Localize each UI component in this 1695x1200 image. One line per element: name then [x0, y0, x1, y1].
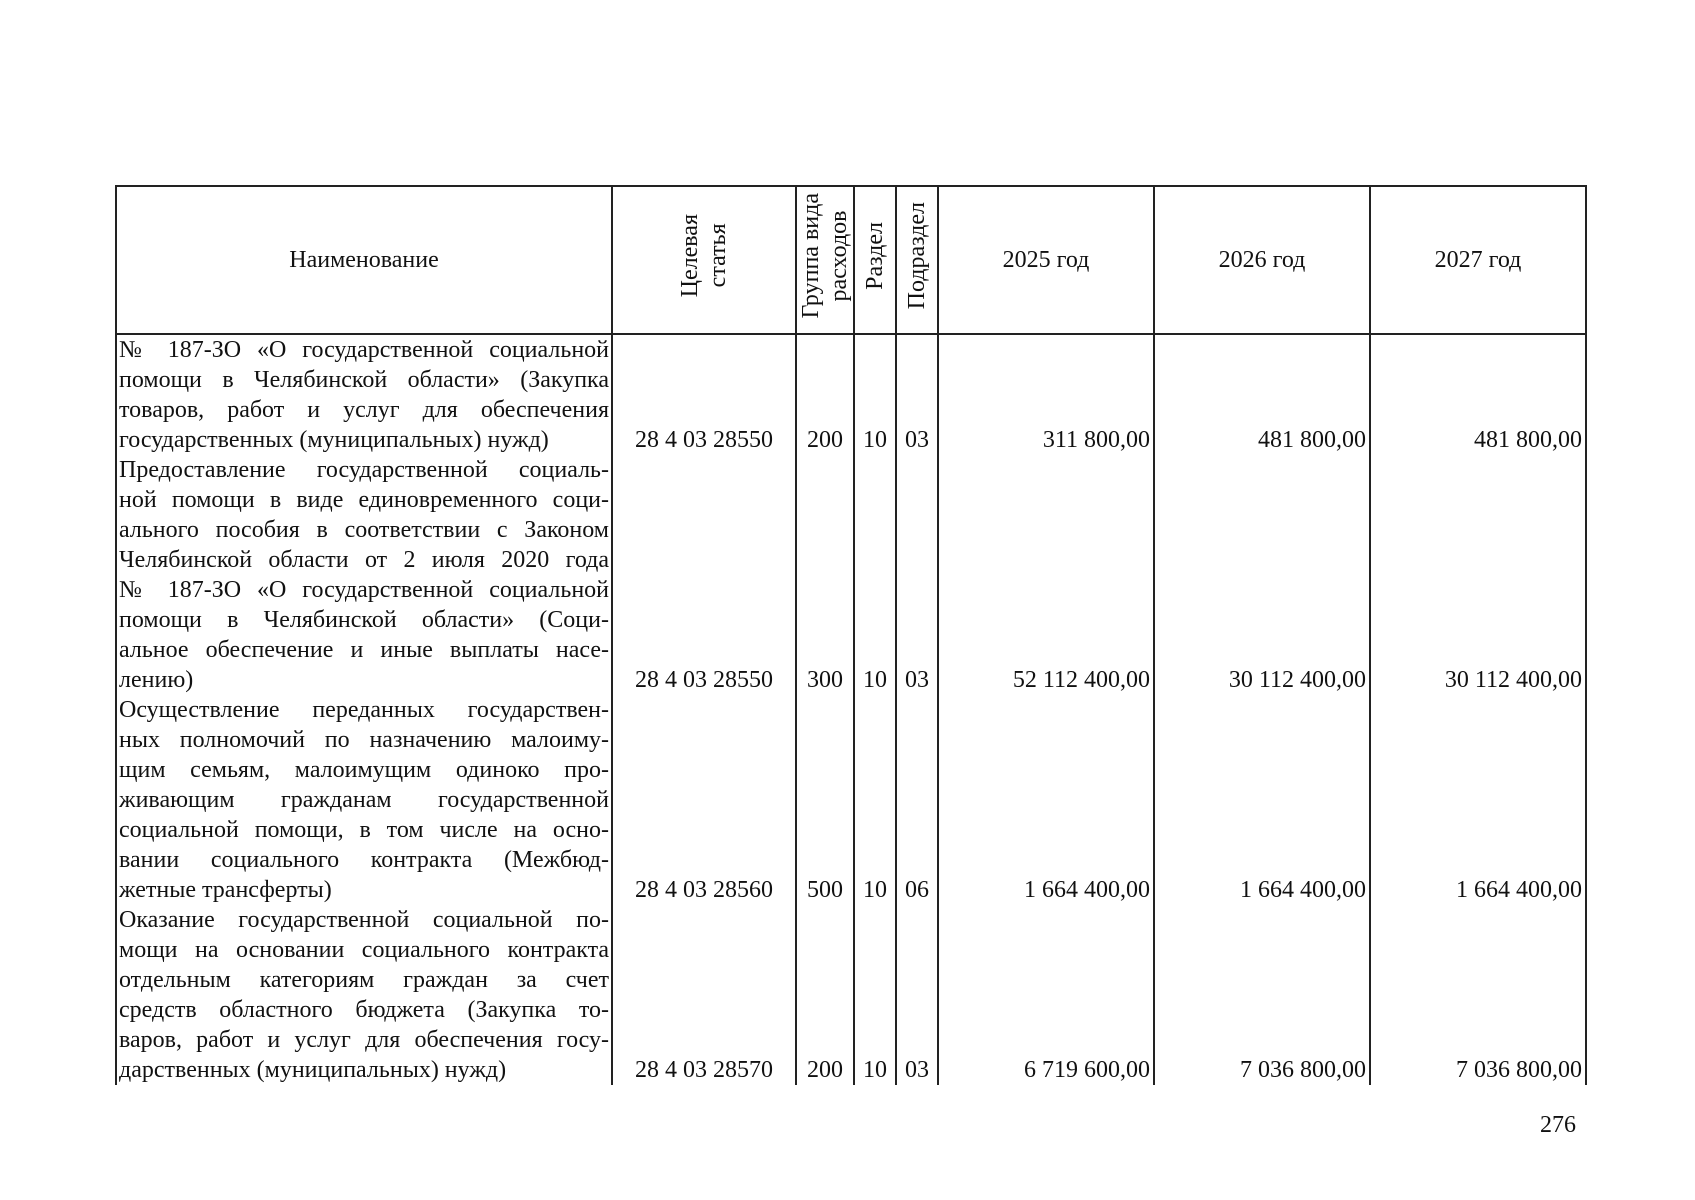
name-line: альное обеспечение и иные выплаты насе- [119, 637, 609, 663]
row-amount-2026: 30 112 400,00 [1154, 455, 1370, 695]
row-amount-2027: 30 112 400,00 [1370, 455, 1586, 695]
name-line: государственных (муниципальных) нужд) [119, 427, 549, 453]
row-expense-group: 500 [796, 695, 854, 905]
row-name [116, 455, 612, 695]
row-podrazdel: 06 [896, 695, 938, 905]
header-name: Наименование [116, 186, 612, 334]
row-razdel: 10 [854, 695, 896, 905]
row-amount-2025: 311 800,00 [938, 334, 1154, 455]
row-target-article: 28 4 03 28550 [612, 455, 796, 695]
row-amount-2027: 1 664 400,00 [1370, 695, 1586, 905]
header-2027: 2027 год [1370, 186, 1586, 334]
name-line: помощи в Челябинской области» (Закупка [119, 367, 609, 393]
row-amount-2026: 7 036 800,00 [1154, 905, 1370, 1085]
row-expense-group: 300 [796, 455, 854, 695]
row-name [116, 905, 612, 1085]
name-line: отдельным категориям граждан за счет [119, 967, 609, 993]
name-line: помощи в Челябинской области» (Соци- [119, 607, 609, 633]
name-line: Предоставление государственной социаль- [119, 457, 609, 483]
row-razdel: 10 [854, 455, 896, 695]
header-podrazdel: Подраздел [896, 186, 938, 334]
header-2025: 2025 год [938, 186, 1154, 334]
name-line: № 187-ЗО «О государственной социальной [119, 337, 609, 363]
row-amount-2027: 7 036 800,00 [1370, 905, 1586, 1085]
page-number: 276 [1540, 1112, 1576, 1138]
table-header-row [116, 186, 1586, 334]
row-podrazdel: 03 [896, 455, 938, 695]
row-amount-2026: 1 664 400,00 [1154, 695, 1370, 905]
row-target-article: 28 4 03 28560 [612, 695, 796, 905]
budget-table-container [115, 185, 1587, 1085]
row-target-article: 28 4 03 28570 [612, 905, 796, 1085]
name-line: Осуществление переданных государствен- [119, 697, 609, 723]
name-line: варов, работ и услуг для обеспечения госу- [119, 1027, 609, 1053]
header-2026: 2026 год [1154, 186, 1370, 334]
name-line: жетные трансферты) [119, 877, 332, 903]
table-row [116, 334, 1586, 455]
row-podrazdel: 03 [896, 334, 938, 455]
row-amount-2027: 481 800,00 [1370, 334, 1586, 455]
name-line: Оказание государственной социальной по- [119, 907, 609, 933]
name-line: средств областного бюджета (Закупка то- [119, 997, 609, 1023]
row-expense-group: 200 [796, 334, 854, 455]
name-line: живающим гражданам государственной [119, 787, 609, 813]
row-name [116, 695, 612, 905]
row-podrazdel: 03 [896, 905, 938, 1085]
row-amount-2025: 52 112 400,00 [938, 455, 1154, 695]
header-target-article: Целевая статья [612, 186, 796, 334]
name-line: Челябинской области от 2 июля 2020 года [119, 547, 609, 573]
row-amount-2026: 481 800,00 [1154, 334, 1370, 455]
name-line: социальной помощи, в том числе на осно- [119, 817, 609, 843]
name-line: лению) [119, 667, 194, 693]
name-line: ных полномочий по назначению малоиму- [119, 727, 609, 753]
name-line: вании социального контракта (Межбюд- [119, 847, 609, 873]
name-line: дарственных (муниципальных) нужд) [119, 1057, 507, 1083]
name-line: мощи на основании социального контракта [119, 937, 609, 963]
row-target-article: 28 4 03 28550 [612, 334, 796, 455]
header-expense-group: Группа вида расходов [796, 186, 854, 334]
header-razdel: Раздел [854, 186, 896, 334]
row-amount-2025: 1 664 400,00 [938, 695, 1154, 905]
name-line: ального пособия в соответствии с Законом [119, 517, 609, 543]
row-razdel: 10 [854, 905, 896, 1085]
row-name [116, 334, 612, 455]
row-amount-2025: 6 719 600,00 [938, 905, 1154, 1085]
table-row [116, 455, 1586, 695]
row-expense-group: 200 [796, 905, 854, 1085]
name-line: щим семьям, малоимущим одиноко про- [119, 757, 609, 783]
table-row [116, 695, 1586, 905]
name-line: товаров, работ и услуг для обеспечения [119, 397, 609, 423]
name-line: № 187-ЗО «О государственной социальной [119, 577, 609, 603]
budget-table [115, 185, 1587, 1085]
name-line: ной помощи в виде единовременного соци- [119, 487, 609, 513]
row-razdel: 10 [854, 334, 896, 455]
table-row [116, 905, 1586, 1085]
